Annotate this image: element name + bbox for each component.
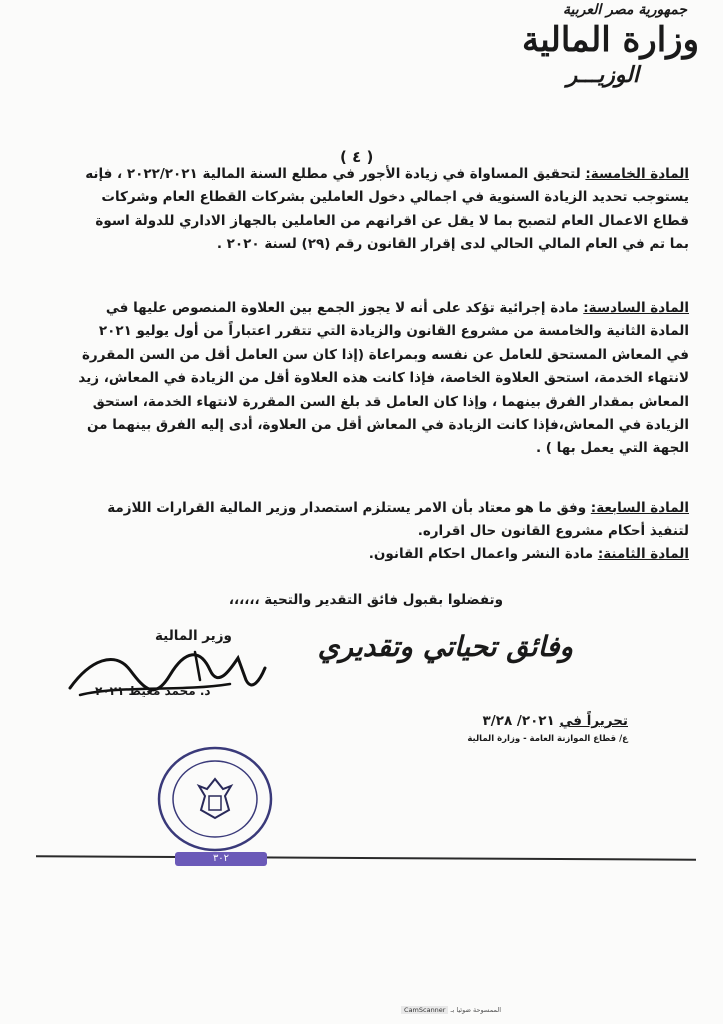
handwritten-note: وفائق تحياتي وتقديري [317, 630, 573, 663]
closing-line: وتفضلوا بقبول فائق التقدير والتحية ،،،،،، [228, 592, 503, 608]
scanner-brand: CamScanner [401, 1006, 448, 1014]
article-text: مادة إجرائية تؤكد على أنه لا يجوز الجمع بين العلاوة المنصوص عليها في المادة الثانية والخامسة من مشروع القانون والزيادة التي تتقرر اعتباراً من أول يوليو ٢٠٢١ في المعاش المستحق للعامل عن نفسه وبمراعاة (إذا كان سن العامل أقل من السن المقررة لانتهاء الخدمة، استحق العلاوة الخاصة، فإذا كانت هذه العلاوة أقل من الزيادة في المعاش، زيد المعاش بمقدار الفرق بينهما ، وإذا كان العامل قد بلغ السن المقررة لانتهاء الخدمة، استحق الزيادة في المعاش،فإذا كانت الزيادة في المعاش أقل من العلاوة، أدى إليه الفرق بينهما من الجهة التي يعمل بها ) . [78, 300, 689, 457]
divider-line [36, 855, 696, 860]
article-heading: المادة السادسة: [583, 300, 689, 316]
scanner-footer [401, 1006, 501, 1014]
letterhead-office: الوزيـــر [566, 62, 639, 88]
article-heading: المادة الخامسة: [585, 166, 689, 182]
date-value: ٢٠٢١/ ٣/٢٨ [482, 713, 555, 729]
signatory-title: وزير المالية [155, 628, 232, 644]
date-label: تحريراً في [559, 713, 628, 729]
date-line [483, 713, 628, 729]
signature-scribble [60, 640, 270, 710]
article-text: مادة النشر واعمال احكام القانون. [368, 546, 598, 562]
article-eight [77, 543, 689, 566]
article-seven [77, 497, 689, 544]
stamp-number: ٣٠٢ [175, 852, 267, 866]
article-text: وفق ما هو معتاد بأن الامر يستلزم استصدار وزير المالية القرارات اللازمة لتنفيذ أحكام مشروع القانون حال اقراره. [107, 500, 689, 540]
letterhead-ministry: وزارة المالية [521, 20, 699, 60]
article-heading: المادة السابعة: [590, 500, 689, 516]
article-six [77, 297, 689, 461]
letterhead-country: جمهورية مصر العربية [563, 2, 687, 18]
reference-note: ع/ قطاع الموازنة العامة - وزارة المالية [467, 734, 628, 744]
article-five [77, 163, 689, 257]
article-text: لتحقيق المساواة في زيادة الأجور في مطلع السنة المالية ٢٠٢٢/٢٠٢١ ، فإنه يستوجب تحديد الزيادة السنوية في اجمالي دخول العاملين بشركات القطاع العام وشركات قطاع الاعمال العام لتصبح بما لا يقل عن اقرانهم من العاملين بالجهاز الاداري للدولة اسوة بما تم في العام المالي الحالي لدى إقرار القانون رقم (٢٩) لسنة ٢٠٢٠ . [85, 166, 689, 253]
page-number: ( ٤ ) [340, 148, 374, 166]
official-seal [155, 744, 275, 854]
scanned-by-text: الممسوحة ضوئيا بـ [450, 1006, 501, 1014]
signatory-name: د. محمد معيط ٢٠٢١ [95, 684, 211, 698]
article-heading: المادة الثامنة: [597, 546, 689, 562]
